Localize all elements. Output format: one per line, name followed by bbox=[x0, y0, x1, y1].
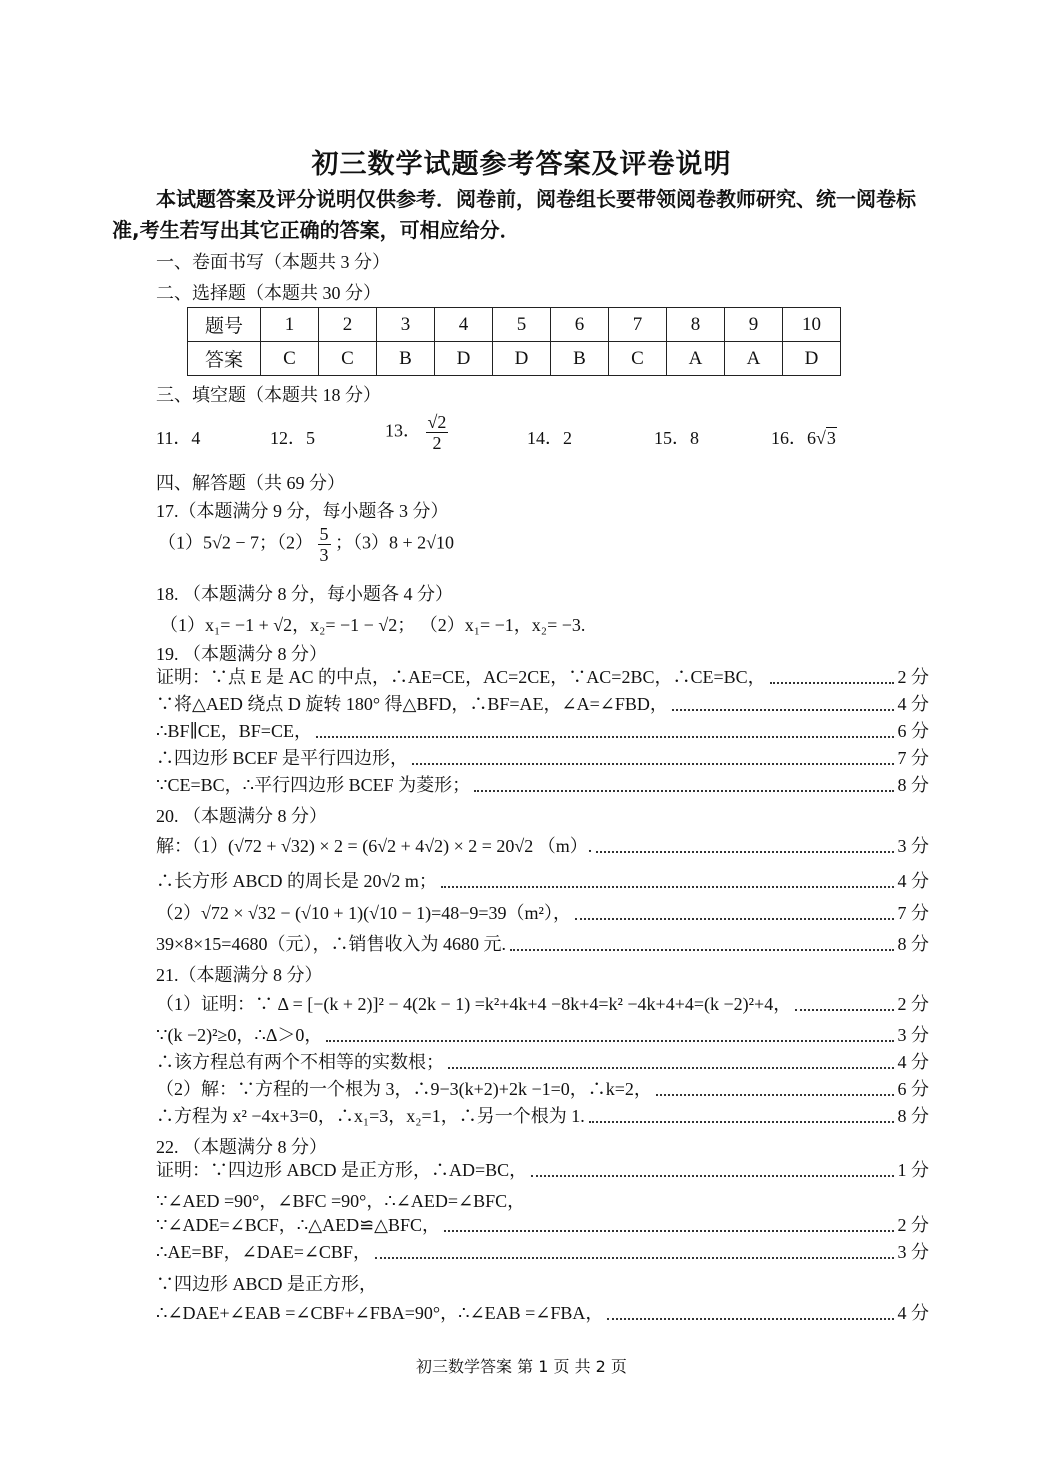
question-number: 10 bbox=[783, 308, 841, 342]
fill-answer-16 bbox=[771, 424, 837, 450]
fill-answer-11: 11．4 bbox=[156, 428, 201, 448]
fill-answer-15: 15．8 bbox=[654, 428, 699, 448]
step-text: ∵CE=BC，∴平行四边形 BCEF 为菱形； bbox=[156, 775, 471, 795]
fill-answer-13 bbox=[385, 412, 448, 453]
section-heading-2: 二、选择题（本题共 30 分） bbox=[156, 283, 381, 303]
q22-line bbox=[156, 1211, 929, 1237]
q19-line bbox=[156, 690, 929, 716]
question-number: 4 bbox=[435, 308, 493, 342]
question-number: 8 bbox=[667, 308, 725, 342]
fraction bbox=[426, 412, 449, 453]
step-text: ∴方程为 x² −4x+3=0，∴x₁=3，x₂=1，∴另一个根为 1. bbox=[156, 1106, 585, 1126]
score-label: 6 分 bbox=[897, 1079, 929, 1099]
score-label: 4 分 bbox=[897, 871, 929, 891]
q19-line bbox=[156, 663, 929, 689]
question-number: 2 bbox=[319, 308, 377, 342]
answer-cell: A bbox=[725, 342, 783, 376]
q21-line bbox=[156, 1075, 929, 1101]
q20-line bbox=[156, 867, 929, 893]
score-label: 3 分 bbox=[897, 1025, 929, 1045]
fraction-denominator: 2 bbox=[432, 433, 442, 453]
table-answer-label: 答案 bbox=[188, 342, 261, 376]
table-header-label: 题号 bbox=[188, 308, 261, 342]
answer-cell: A bbox=[667, 342, 725, 376]
table-row bbox=[188, 342, 841, 376]
leader-dots bbox=[444, 1229, 893, 1232]
leader-dots bbox=[531, 1174, 893, 1177]
leader-dots bbox=[510, 948, 894, 951]
answer-cell: C bbox=[319, 342, 377, 376]
step-text: 证明：∵点 E 是 AC 的中点，∴AE=CE，AC=2CE，∵AC=2BC，∴CE=BC， bbox=[156, 667, 766, 687]
page-footer: 初三数学答案 第 1 页 共 2 页 bbox=[416, 1357, 627, 1376]
table-row bbox=[188, 308, 841, 342]
q19-line bbox=[156, 717, 929, 743]
q21-line bbox=[156, 1048, 929, 1074]
answer-cell: D bbox=[493, 342, 551, 376]
step-text: ∴BF∥CE，BF=CE， bbox=[156, 721, 312, 741]
q21-line bbox=[156, 1021, 929, 1047]
leader-dots bbox=[607, 1317, 893, 1320]
leader-dots bbox=[448, 1066, 894, 1069]
q19-line bbox=[156, 744, 929, 770]
leader-dots bbox=[795, 1008, 893, 1011]
q22-line: ∵∠AED =90°，∠BFC =90°，∴∠AED=∠BFC， bbox=[156, 1191, 526, 1211]
score-label: 8 分 bbox=[897, 934, 929, 954]
score-label: 4 分 bbox=[897, 694, 929, 714]
question-number: 5 bbox=[493, 308, 551, 342]
section-heading-3: 三、填空题（本题共 18 分） bbox=[156, 385, 381, 405]
fill-answer-14: 14．2 bbox=[527, 428, 572, 448]
score-label: 7 分 bbox=[897, 748, 929, 768]
answer-cell: B bbox=[377, 342, 435, 376]
step-text: （2）解：∵方程的一个根为 3，∴9−3(k+2)+2k −1=0，∴k=2， bbox=[156, 1079, 652, 1099]
leader-dots bbox=[589, 1120, 894, 1123]
q18-answer: （1）x₁= −1 + √2，x₂= −1 − √2； （2）x₁= −1，x₂= −3. bbox=[160, 615, 586, 635]
score-label: 2 分 bbox=[897, 994, 929, 1014]
q20-line bbox=[156, 899, 929, 925]
answer-cell: C bbox=[609, 342, 667, 376]
score-label: 3 分 bbox=[897, 836, 929, 856]
leader-dots bbox=[596, 850, 893, 853]
question-number: 3 bbox=[377, 308, 435, 342]
score-label: 8 分 bbox=[897, 1106, 929, 1126]
q17-answer-part1: （1）5√2 − 7；（2） bbox=[158, 532, 314, 553]
leader-dots bbox=[375, 1256, 894, 1259]
q17-answer bbox=[158, 524, 454, 565]
score-label: 2 分 bbox=[897, 1215, 929, 1235]
step-text: 证明：∵四边形 ABCD 是正方形，∴AD=BC， bbox=[156, 1160, 528, 1180]
score-label: 7 分 bbox=[897, 903, 929, 923]
q22-line: ∵四边形 ABCD 是正方形， bbox=[156, 1274, 378, 1294]
q17-answer-part3: ；（3）8 + 2√10 bbox=[335, 532, 455, 553]
step-text: ∴长方形 ABCD 的周长是 20√2 m； bbox=[156, 871, 437, 891]
q19-line bbox=[156, 771, 929, 797]
q20-line bbox=[156, 832, 929, 858]
leader-dots bbox=[474, 789, 893, 792]
step-text: ∵将△AED 绕点 D 旋转 180° 得△BFD，∴BF=AE，∠A=∠FBD， bbox=[156, 694, 668, 714]
step-text: ∴四边形 BCEF 是平行四边形， bbox=[156, 748, 409, 768]
question-number: 7 bbox=[609, 308, 667, 342]
score-label: 4 分 bbox=[897, 1052, 929, 1072]
q22-line bbox=[156, 1299, 929, 1325]
score-label: 3 分 bbox=[897, 1242, 929, 1262]
q21-line bbox=[156, 1102, 929, 1128]
step-text: 解：（1）(√72 + √32) × 2 = (6√2 + 4√2) × 2 = 20√2 （m）. bbox=[156, 836, 593, 856]
step-text: ∴该方程总有两个不相等的实数根； bbox=[156, 1052, 444, 1072]
q17-header: 17.（本题满分 9 分，每小题各 3 分） bbox=[156, 501, 449, 521]
intro-paragraph: 本试题答案及评分说明仅供参考．阅卷前，阅卷组长要带领阅卷教师研究、统一阅卷标准,考生若写出其它正确的答案，可相应给分． bbox=[112, 187, 916, 242]
q19-header: 19. （本题满分 8 分） bbox=[156, 644, 327, 664]
fill-answer-16-label: 16．6 bbox=[771, 428, 816, 448]
leader-dots bbox=[412, 762, 893, 765]
score-label: 4 分 bbox=[897, 1303, 929, 1323]
q21-line bbox=[156, 990, 929, 1016]
answer-cell: C bbox=[261, 342, 319, 376]
step-text: ∴∠DAE+∠EAB =∠CBF+∠FBA=90°，∴∠EAB =∠FBA， bbox=[156, 1303, 604, 1323]
leader-dots bbox=[575, 917, 894, 920]
q20-header: 20. （本题满分 8 分） bbox=[156, 806, 327, 826]
answer-cell: D bbox=[783, 342, 841, 376]
leader-dots bbox=[441, 885, 894, 888]
fraction bbox=[318, 524, 331, 565]
q22-line bbox=[156, 1238, 929, 1264]
step-text: （2）√72 × √32 − (√10 + 1)(√10 − 1)=48−9=39（m²）， bbox=[156, 903, 571, 923]
section-heading-1: 一、卷面书写（本题共 3 分） bbox=[156, 252, 390, 272]
leader-dots bbox=[326, 1039, 893, 1042]
fraction-denominator: 3 bbox=[319, 545, 329, 565]
step-text: ∴AE=BF，∠DAE=∠CBF， bbox=[156, 1242, 371, 1262]
score-label: 1 分 bbox=[897, 1160, 929, 1180]
sqrt-sign: √ bbox=[816, 428, 826, 448]
leader-dots bbox=[672, 708, 894, 711]
question-number: 9 bbox=[725, 308, 783, 342]
step-text: ∵(k −2)²≥0，∴Δ＞0， bbox=[156, 1025, 323, 1045]
score-label: 6 分 bbox=[897, 721, 929, 741]
fill-answer-13-label: 13． bbox=[385, 420, 421, 441]
leader-dots bbox=[316, 735, 894, 738]
step-text: （1）证明：∵ Δ = [−(k + 2)]² − 4(2k − 1) =k²+4k+4 −8k+4=k² −4k+4+4=(k −2)²+4， bbox=[156, 994, 792, 1014]
leader-dots bbox=[770, 681, 894, 684]
q22-line bbox=[156, 1156, 929, 1182]
choice-answer-table bbox=[187, 307, 841, 376]
score-label: 8 分 bbox=[897, 775, 929, 795]
q21-header: 21.（本题满分 8 分） bbox=[156, 965, 323, 985]
fraction-numerator: √2 bbox=[427, 412, 447, 432]
step-text: ∵∠ADE=∠BCF，∴△AED≌△BFC， bbox=[156, 1215, 441, 1235]
sqrt-radicand: 3 bbox=[826, 428, 836, 448]
leader-dots bbox=[656, 1093, 894, 1096]
page-title: 初三数学试题参考答案及评卷说明 bbox=[311, 149, 732, 180]
q20-line bbox=[156, 930, 929, 956]
q22-header: 22. （本题满分 8 分） bbox=[156, 1137, 327, 1157]
section-heading-4: 四、解答题（共 69 分） bbox=[156, 473, 345, 493]
score-label: 2 分 bbox=[897, 667, 929, 687]
answer-cell: D bbox=[435, 342, 493, 376]
question-number: 1 bbox=[261, 308, 319, 342]
fraction-numerator: 5 bbox=[319, 524, 329, 544]
fill-answer-12: 12．5 bbox=[270, 428, 315, 448]
step-text: 39×8×15=4680（元），∴销售收入为 4680 元. bbox=[156, 934, 506, 954]
q18-header: 18. （本题满分 8 分，每小题各 4 分） bbox=[156, 584, 453, 604]
answer-cell: B bbox=[551, 342, 609, 376]
question-number: 6 bbox=[551, 308, 609, 342]
